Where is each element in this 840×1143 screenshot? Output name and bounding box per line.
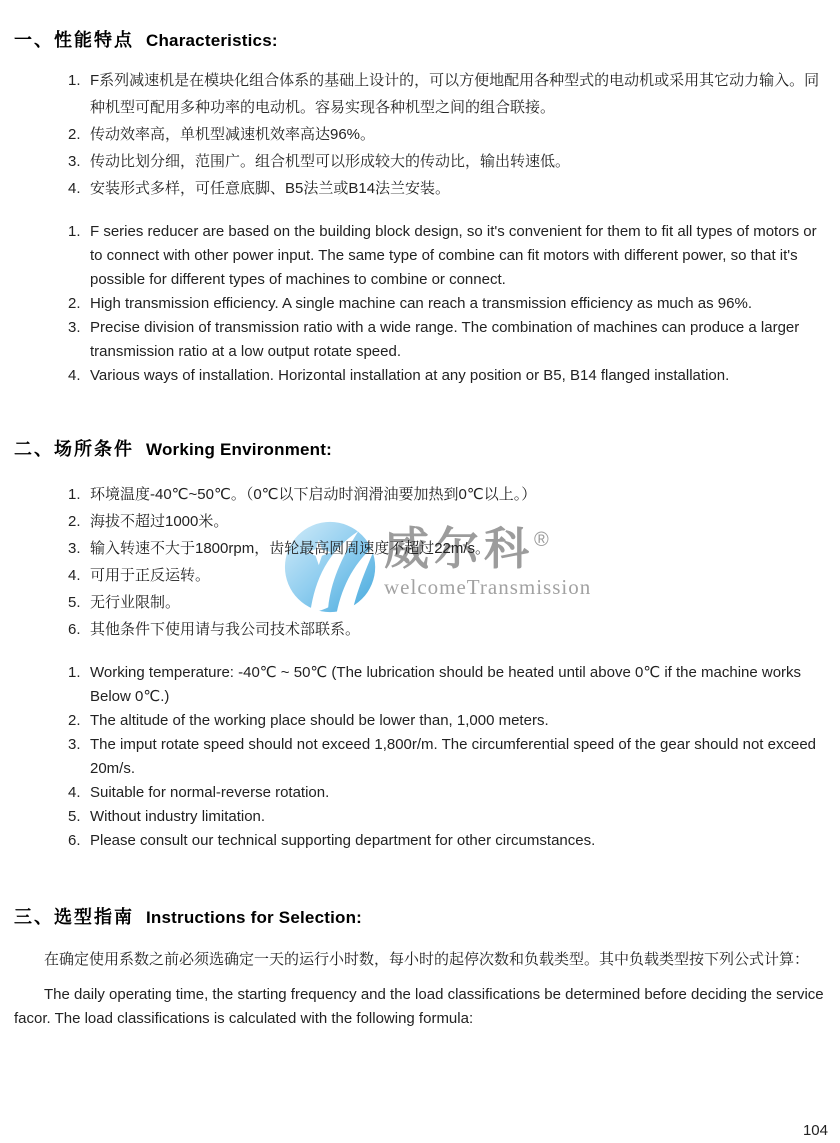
- registered-trademark-symbol: ®: [534, 529, 549, 551]
- list-item: [68, 589, 828, 616]
- list-item: [68, 781, 828, 805]
- list-item: [68, 535, 828, 562]
- item-text: Various ways of installation. Horizontal installation at any position or B5, B14 flanged installation.: [90, 367, 730, 384]
- selection-paragraphs: [14, 947, 828, 1031]
- list-item: [68, 316, 828, 364]
- item-text: Without industry limitation.: [90, 808, 266, 825]
- item-number: 3.: [68, 736, 81, 753]
- item-text: 安装形式多样，可任意底脚、B5法兰或B14法兰安装。: [90, 180, 451, 197]
- list-item: [68, 292, 828, 316]
- item-number: 3.: [68, 319, 81, 336]
- list-item: [68, 121, 828, 148]
- item-text: 输入转速不大于1800rpm，齿轮最高圆周速度不超过22m/s。: [90, 540, 491, 557]
- item-text: 传动比划分细，范围广。组合机型可以形成较大的传动比，输出转速低。: [90, 153, 571, 170]
- item-number: 2.: [68, 295, 81, 312]
- item-number: 5.: [68, 594, 81, 611]
- page-content: [14, 26, 828, 1031]
- item-number: 2.: [68, 513, 81, 530]
- list-item: [68, 67, 828, 121]
- item-number: 1.: [68, 664, 81, 681]
- item-number: 5.: [68, 808, 81, 825]
- item-text: Working temperature: -40℃ ~ 50℃ (The lubrication should be heated until above 0℃ if the machine works Below 0℃.): [90, 664, 802, 705]
- section2-title-cn: 二、场所条件: [14, 439, 134, 459]
- list-item: [68, 709, 828, 733]
- list-item: [68, 364, 828, 388]
- page-number: 104: [802, 1122, 828, 1139]
- selection-paragraph-en: The daily operating time, the starting frequency and the load classifications be determined before deciding the service facor. The load classifications is calculated with the following formula:: [14, 986, 824, 1027]
- item-text: 环境温度-40℃~50℃。（0℃以下启动时润滑油要加热到0℃以上。）: [90, 486, 537, 503]
- item-text: The altitude of the working place should be lower than, 1,000 meters.: [90, 712, 549, 729]
- item-text: Suitable for normal-reverse rotation.: [90, 784, 330, 801]
- list-item: [68, 829, 828, 853]
- item-number: 4.: [68, 180, 81, 197]
- item-number: 6.: [68, 832, 81, 849]
- selection-paragraph-cn: 在确定使用系数之前必须选确定一天的运行小时数，每小时的起停次数和负载类型。其中负载类型按下列公式计算：: [44, 951, 810, 968]
- item-number: 4.: [68, 567, 81, 584]
- item-text: 海拔不超过1000米。: [90, 513, 229, 530]
- item-text: The imput rotate speed should not exceed 1,800r/m. The circumferential speed of the gear should not exceed 20m/s.: [90, 736, 816, 777]
- list-item: [68, 616, 828, 643]
- section1-title-cn: 一、性能特点: [14, 30, 134, 50]
- list-item: [68, 175, 828, 202]
- characteristics-en-list: [68, 220, 828, 388]
- item-text: 无行业限制。: [90, 594, 181, 611]
- item-text: F series reducer are based on the building block design, so it's convenient for them to fit all types of motors or to connect with other power input. The same type of combine can fit motors with different power, so that it's possible for different types of machines to combine or connect.: [90, 223, 817, 288]
- item-text: F系列减速机是在模块化组合体系的基础上设计的，可以方便地配用各种型式的电动机或采用其它动力输入。同种机型可配用多种功率的电动机。容易实现各种机型之间的组合联接。: [90, 72, 820, 116]
- section-heading-selection: [14, 903, 828, 929]
- item-number: 1.: [68, 223, 81, 240]
- item-number: 3.: [68, 153, 81, 170]
- item-number: 3.: [68, 540, 81, 557]
- working-environment-en-list: [68, 661, 828, 853]
- list-item: [68, 733, 828, 781]
- item-text: Precise division of transmission ratio with a wide range. The combination of machines can produce a larger transmission ratio at a low output rotate speed.: [90, 319, 800, 360]
- section-heading-working-environment: [14, 435, 828, 461]
- list-item: [68, 805, 828, 829]
- characteristics-cn-list: [68, 67, 828, 202]
- section1-title-en: Characteristics:: [146, 31, 278, 50]
- list-item: [68, 661, 828, 709]
- working-environment-cn-list: [68, 481, 828, 643]
- item-text: 可用于正反运转。: [90, 567, 211, 584]
- item-text: 其他条件下使用请与我公司技术部联系。: [90, 621, 361, 638]
- item-number: 1.: [68, 72, 81, 89]
- list-item: [68, 508, 828, 535]
- item-number: 4.: [68, 784, 81, 801]
- list-item: [68, 220, 828, 292]
- item-number: 2.: [68, 712, 81, 729]
- list-item: [68, 562, 828, 589]
- item-text: 传动效率高，单机型减速机效率高达96%。: [90, 126, 376, 143]
- item-number: 1.: [68, 486, 81, 503]
- list-item: [68, 148, 828, 175]
- brand-name-text: 威尔科: [384, 523, 535, 574]
- section-heading-characteristics: [14, 26, 828, 52]
- list-item: [68, 481, 828, 508]
- item-text: High transmission efficiency. A single machine can reach a transmission efficiency as much as 96%.: [90, 295, 752, 312]
- section2-title-en: Working Environment:: [146, 440, 332, 459]
- section3-title-en: Instructions for Selection:: [146, 908, 363, 927]
- item-number: 2.: [68, 126, 81, 143]
- section3-title-cn: 三、选型指南: [14, 907, 134, 927]
- brand-subtitle: welcomeTransmission: [384, 575, 592, 599]
- item-number: 6.: [68, 621, 81, 638]
- item-text: Please consult our technical supporting department for other circumstances.: [90, 832, 596, 849]
- item-number: 4.: [68, 367, 81, 384]
